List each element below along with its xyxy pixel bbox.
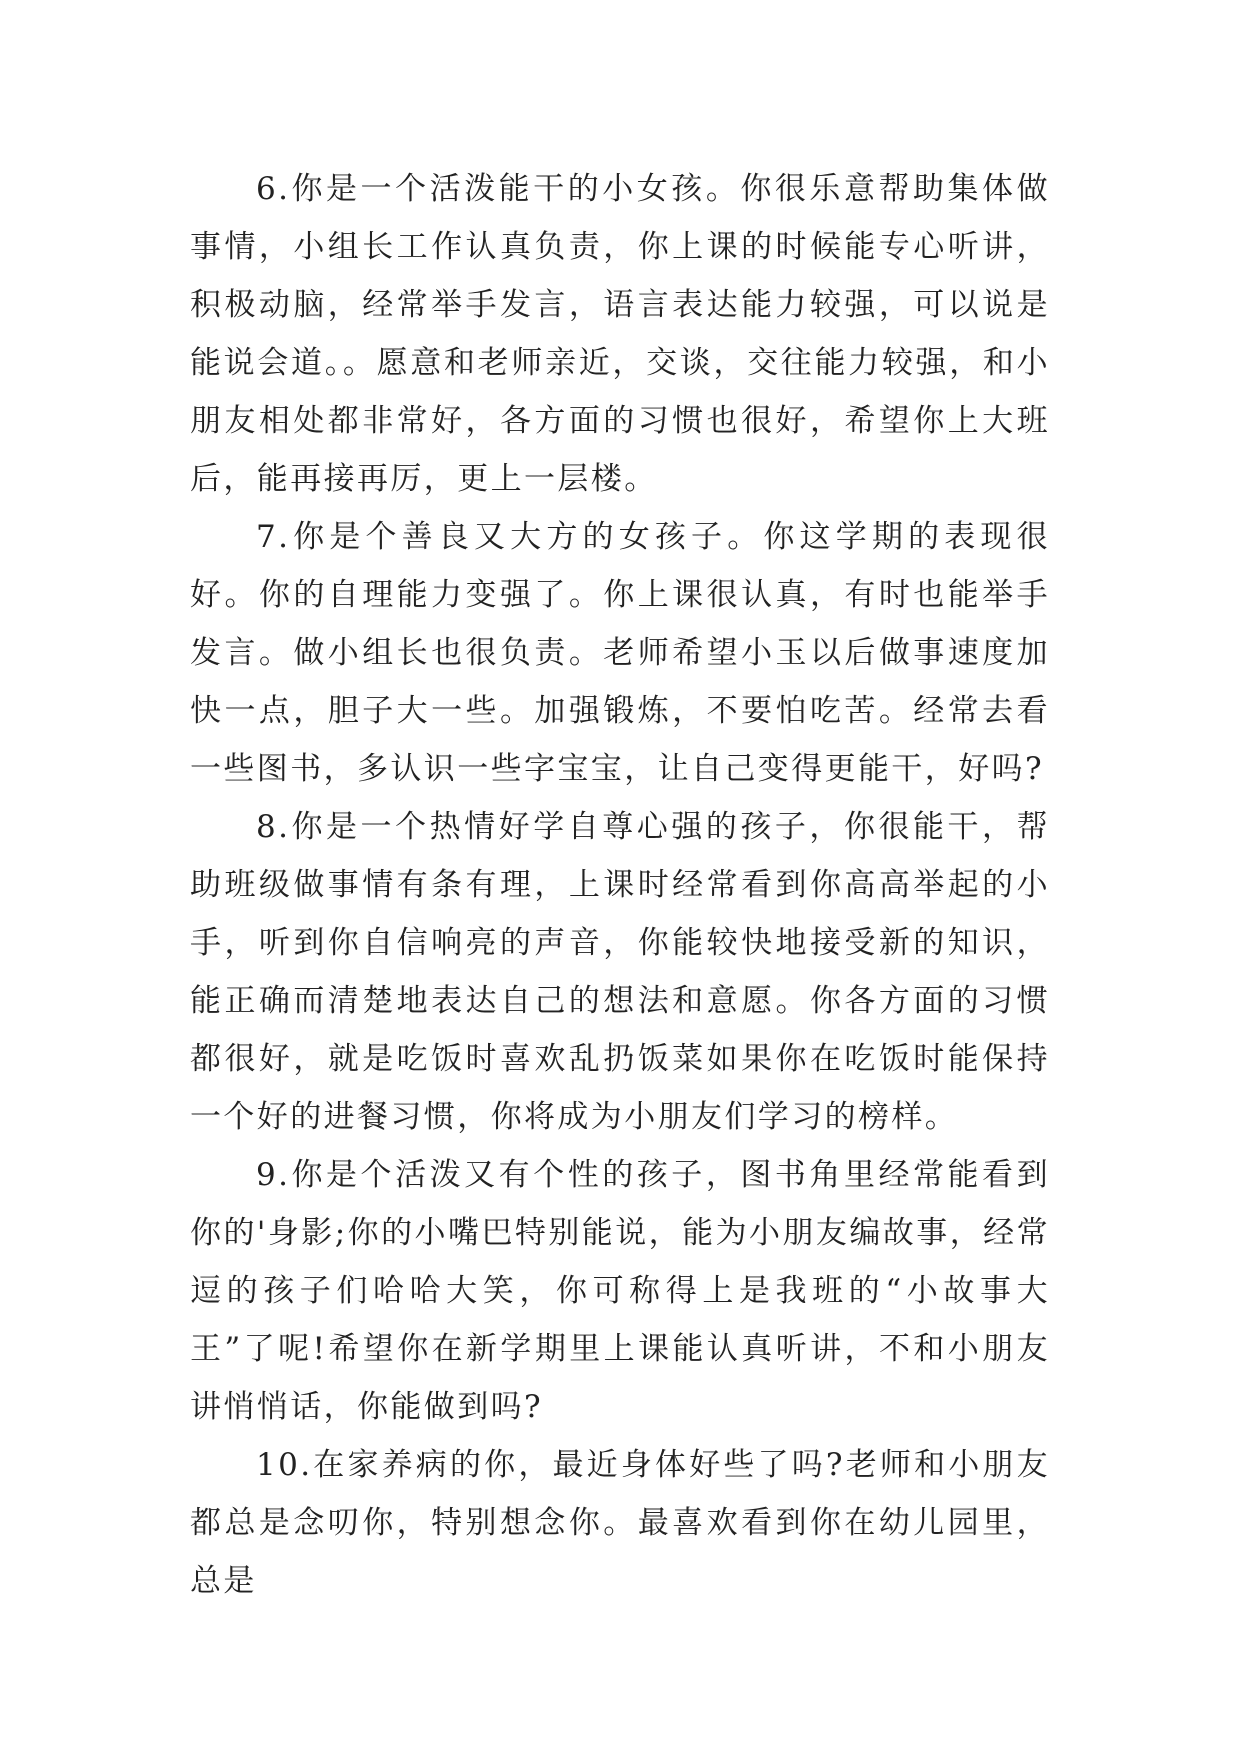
paragraph-10: 10.在家养病的你，最近身体好些了吗?老师和小朋友都总是念叨你，特别想念你。最喜欢看到你在幼儿园里，总是 (190, 1447, 1050, 1599)
paragraph-7: 7.你是个善良又大方的女孩子。你这学期的表现很好。你的自理能力变强了。你上课很认真，有时也能举手发言。做小组长也很负责。老师希望小玉以后做事速度加快一点，胆子大一些。加强锻炼，不要怕吃苦。经常去看一些图书，多认识一些字宝宝，让自己变得更能干，好吗? (190, 519, 1050, 787)
paragraph-6: 6.你是一个活泼能干的小女孩。你很乐意帮助集体做事情，小组长工作认真负责，你上课的时候能专心听讲，积极动脑，经常举手发言，语言表达能力较强，可以说是能说会道。。愿意和老师亲近，交谈，交往能力较强，和小朋友相处都非常好，各方面的习惯也很好，希望你上大班后，能再接再厉，更上一层楼。 (190, 171, 1050, 497)
paragraph-8: 8.你是一个热情好学自尊心强的孩子，你很能干，帮助班级做事情有条有理，上课时经常看到你高高举起的小手，听到你自信响亮的声音，你能较快地接受新的知识，能正确而清楚地表达自己的想法和意愿。你各方面的习惯都很好，就是吃饭时喜欢乱扔饭菜如果你在吃饭时能保持一个好的进餐习惯，你将成为小朋友们学习的榜样。 (190, 809, 1050, 1135)
paragraph-9: 9.你是个活泼又有个性的孩子，图书角里经常能看到你的'身影;你的小嘴巴特别能说，能为小朋友编故事，经常逗的孩子们哈哈大笑，你可称得上是我班的“小故事大王”了呢!希望你在新学期里上课能认真听讲，不和小朋友讲悄悄话，你能做到吗? (190, 1157, 1050, 1425)
document-body (190, 160, 1050, 1610)
